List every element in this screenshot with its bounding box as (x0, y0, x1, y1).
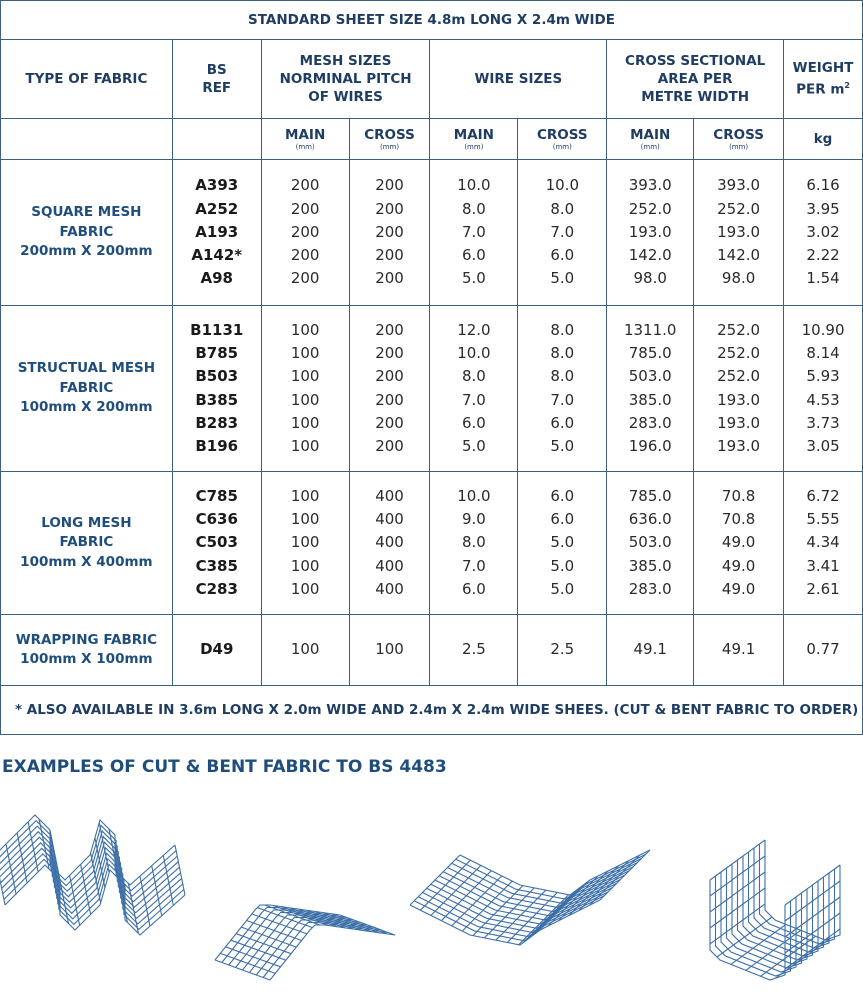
cut-bent-fabric-illustrations (0, 810, 863, 1000)
table-footnote: * ALSO AVAILABLE IN 3.6m LONG X 2.0m WIDE AND 2.4m X 2.4m WIDE SHEES. (CUT & BENT FABRIC TO ORDER) (1, 686, 863, 735)
wire-main-cell: 10.0 9.0 8.0 7.0 6.0 (430, 472, 518, 615)
mesh-wire (241, 927, 296, 947)
header-cross-sectional-area: CROSS SECTIONAL AREA PER METRE WIDTH (607, 40, 784, 119)
mesh-wire (410, 855, 460, 905)
fabric-type-cell: WRAPPING FABRIC 100mm X 100mm (1, 615, 173, 686)
subheader-mesh-cross: CROSS (mm) (349, 119, 430, 160)
mesh-wire (496, 890, 546, 940)
header-type-of-fabric: TYPE OF FABRIC (1, 40, 173, 119)
subheader-weight-kg: kg (784, 119, 863, 160)
header-weight: WEIGHT PER $m^2$ (784, 40, 863, 119)
mesh-wire (226, 947, 281, 967)
fabric-type-cell: LONG MESH FABRIC 100mm X 400mm (1, 472, 173, 615)
wire-cross-cell: 2.5 (518, 615, 607, 686)
mesh-wire (431, 865, 481, 915)
mesh-wire (39, 819, 49, 869)
fabric-group-structural (1, 306, 863, 472)
mesh-cross-cell: 100 (349, 615, 430, 686)
mesh-wire (452, 876, 502, 926)
mesh-cross-cell: 200 200 200 200 200 200 (349, 306, 430, 472)
ridge-mesh-illustration (410, 850, 650, 945)
header-mesh-sizes: MESH SIZES NORMINAL PITCH OF WIRES (261, 40, 430, 119)
mesh-wire (420, 860, 470, 910)
u-channel-mesh-illustration (710, 840, 840, 980)
mesh-main-cell: 100 100 100 100 100 (261, 472, 349, 615)
area-cross-cell: 393.0 252.0 193.0 142.0 98.0 (694, 160, 784, 306)
subheader-wire-cross: CROSS (mm) (518, 119, 607, 160)
weight-cell: 10.90 8.14 5.93 4.53 3.73 3.05 (784, 306, 863, 472)
bs-ref-cell: A393 A252 A193 A142* A98 (172, 160, 261, 306)
subheader-blank (172, 119, 261, 160)
header-wire-sizes: WIRE SIZES (430, 40, 607, 119)
mesh-main-cell: 100 (261, 615, 349, 686)
wire-cross-cell: 8.0 8.0 8.0 7.0 6.0 5.0 (518, 306, 607, 472)
wire-cross-cell: 10.0 8.0 7.0 6.0 5.0 (518, 160, 607, 306)
bs-ref-cell: B1131 B785 B503 B385 B283 B196 (172, 306, 261, 472)
mesh-wire (538, 882, 588, 932)
area-main-cell: 785.0 636.0 503.0 385.0 283.0 (607, 472, 694, 615)
mesh-wire (128, 883, 138, 933)
mesh-cross-cell: 400 400 400 400 400 (349, 472, 430, 615)
subheader-mesh-main: MAIN (mm) (261, 119, 349, 160)
bs-ref-cell: C785 C636 C503 C385 C283 (172, 472, 261, 615)
examples-title: EXAMPLES OF CUT & BENT FABRIC TO BS 4483 (2, 757, 447, 777)
area-main-cell: 393.0 252.0 193.0 142.0 98.0 (607, 160, 694, 306)
fabric-type-cell: STRUCTUAL MESH FABRIC 100mm X 200mm (1, 306, 173, 472)
area-main-cell: 49.1 (607, 615, 694, 686)
weight-cell: 6.72 5.55 4.34 3.41 2.61 (784, 472, 863, 615)
mesh-wire (247, 921, 302, 941)
fabric-group-square (1, 160, 863, 306)
table-title: STANDARD SHEET SIZE 4.8m LONG X 2.4m WIDE (1, 1, 863, 40)
mesh-wire (220, 953, 275, 973)
header-bs-ref: BS REF (172, 40, 261, 119)
wire-main-cell: 12.0 10.0 8.0 7.0 6.0 5.0 (430, 306, 518, 472)
fabric-type-cell: SQUARE MESH FABRIC 200mm X 200mm (1, 160, 173, 306)
subheader-blank (1, 119, 173, 160)
mesh-main-cell: 200 200 200 200 200 (261, 160, 349, 306)
mesh-cross-cell: 200 200 200 200 200 (349, 160, 430, 306)
mesh-wire (231, 940, 286, 960)
mesh-wire (441, 871, 491, 921)
l-shape-mesh-illustration (215, 905, 395, 980)
fabric-group-long (1, 472, 863, 615)
mesh-wire (215, 960, 270, 980)
zigzag-mesh-illustration (0, 815, 185, 935)
weight-cell: 6.16 3.95 3.02 2.22 1.54 (784, 160, 863, 306)
subheader-wire-main: MAIN (mm) (430, 119, 518, 160)
area-main-cell: 1311.0 785.0 503.0 385.0 283.0 196.0 (607, 306, 694, 472)
mesh-main-cell: 100 100 100 100 100 100 (261, 306, 349, 472)
area-cross-cell: 49.1 (694, 615, 784, 686)
weight-cell: 0.77 (784, 615, 863, 686)
mesh-wire (236, 934, 291, 954)
wire-main-cell: 10.0 8.0 7.0 6.0 5.0 (430, 160, 518, 306)
area-cross-cell: 252.0 252.0 252.0 193.0 193.0 193.0 (694, 306, 784, 472)
bs-ref-cell: D49 (172, 615, 261, 686)
subheader-area-main: MAIN (mm) (607, 119, 694, 160)
fabric-group-wrapping (1, 615, 863, 686)
wire-main-cell: 2.5 (430, 615, 518, 686)
wire-cross-cell: 6.0 6.0 5.0 5.0 5.0 (518, 472, 607, 615)
subheader-area-cross: CROSS (mm) (694, 119, 784, 160)
area-cross-cell: 70.8 70.8 49.0 49.0 49.0 (694, 472, 784, 615)
